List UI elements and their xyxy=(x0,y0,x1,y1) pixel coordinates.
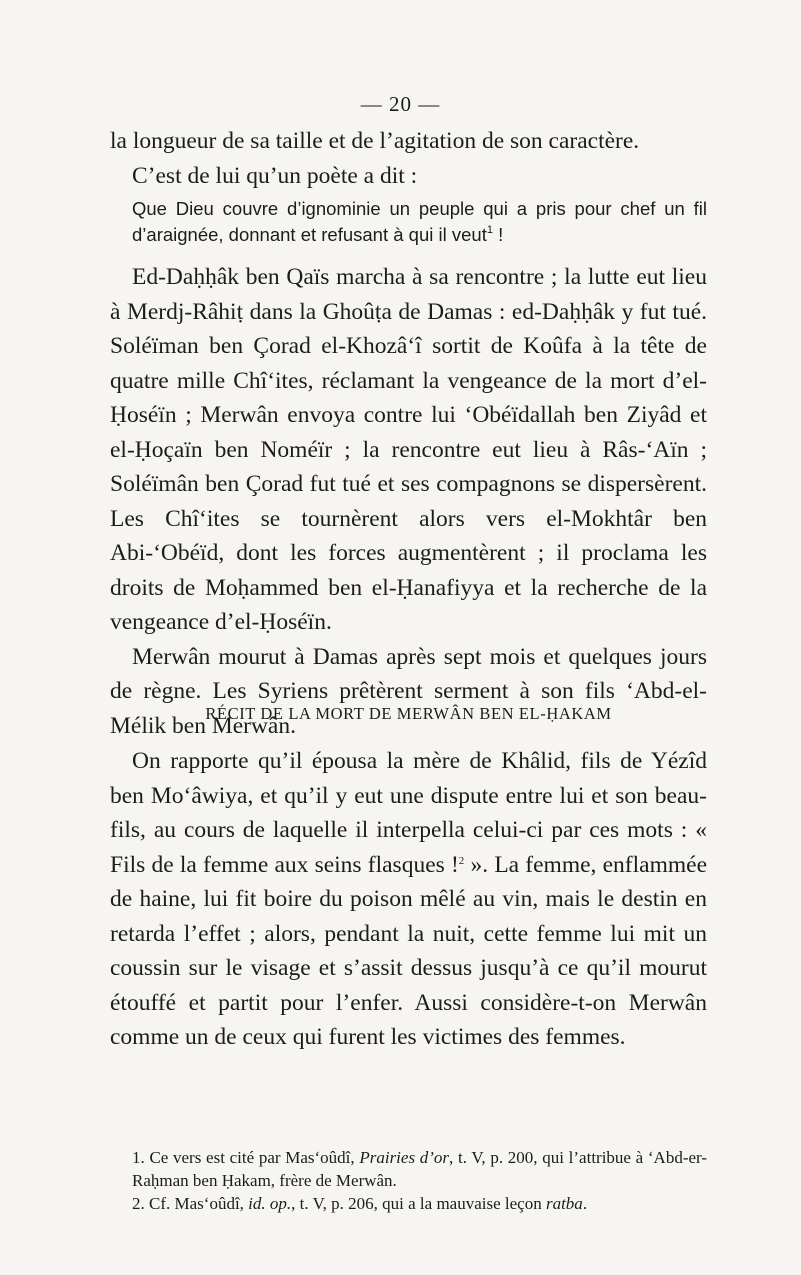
footnote-2-text-c: . xyxy=(582,1194,588,1213)
footnote-2-text-a: 2. Cf. Mas‘oûdî, xyxy=(132,1194,249,1213)
intro-line-2: C’est de lui qu’un poète a dit : xyxy=(132,162,418,189)
footnote-ref-1: 1 xyxy=(486,224,493,236)
section-body xyxy=(110,744,707,1055)
section-heading-block xyxy=(110,704,707,724)
verse-text: Que Dieu couvre d’ignominie un peuple qui a pris pour chef un fil d’araignée, donnant et refusant à qui il veut xyxy=(132,198,707,245)
verse-block xyxy=(110,196,707,248)
footnote-1-title: Prairies d’or xyxy=(359,1148,450,1167)
footnote-2-ref: id. op. xyxy=(248,1194,292,1213)
footnote-1-text-a: 1. Ce vers est cité par Mas‘oûdî, xyxy=(132,1148,360,1167)
section-title: RÉCIT DE LA MORT DE MERWÂN BEN EL-ḤAKAM xyxy=(205,704,612,723)
footnote-2 xyxy=(110,1192,707,1215)
intro-block xyxy=(110,124,707,193)
paragraph-3-text-b: ». La femme, enflammée de haine, lui fit boire du poison mêlé au vin, mais le destin en retarda l’effet ; alors, pendant la nuit, cette femme lui mit un coussin sur le visage et s’assit dessus jusqu’à ce qu’il mourut étouffé et partit pour l’enfer. Aussi considère-t-on Merwân comme un de ceux qui furent les victimes des femmes. xyxy=(110,851,707,1050)
paragraph-1: Ed-Daḥḥâk ben Qaïs marcha à sa rencontre ; la lutte eut lieu à Merdj-Râhiṭ dans la Ghoûṭa de Damas : ed-Daḥḥâk y fut tué. Soléïman ben Çorad el-Khozâ‘î sortit de Koûfa à la tête de quatre mille Chî‘ites, réclamant la vengeance de la mort d’el-Ḥoséïn ; Merwân envoya contre lui ‘Obéïdallah ben Ziyâd et el-Ḥoçaïn ben Noméïr ; la rencontre eut lieu à Râs-‘Aïn ; Soléïmân ben Çorad fut tué et ses compagnons se dispersèrent. Les Chî‘ites se tournèrent alors vers el-Mokhtâr ben Abi-‘Obéïd, dont les forces augmentèrent ; il proclama les droits de Moḥammed ben el-Ḥanafiyya et la recherche de la vengeance d’el-Ḥoséïn. xyxy=(110,264,707,635)
paragraph-3 xyxy=(110,744,707,1055)
verse-end: ! xyxy=(492,224,504,245)
footnotes xyxy=(110,1146,707,1215)
page-number: — 20 — xyxy=(360,92,441,116)
main-text xyxy=(110,260,707,743)
paragraph-2: Merwân mourut à Damas après sept mois et quelques jours de règne. Les Syriens prêtèrent serment à son fils ‘Abd-el-Mélik ben Merwân. xyxy=(110,643,707,739)
footnote-1 xyxy=(110,1146,707,1192)
paragraph-3-text-a: On rapporte qu’il épousa la mère de Khâlid, fils de Yézîd ben Mo‘âwiya, et qu’il y eut une dispute entre lui et son beau-fils, au cours de laquelle il interpella celui-ci par ces mots : « Fils de la femme aux seins flasques ! xyxy=(110,748,707,878)
footnote-1-text-b: , t. V, p. 200, qui l’attribue à ‘Abd-er-Raḥman ben Ḥakam, frère de Merwân. xyxy=(132,1148,708,1190)
footnote-2-word: ratba xyxy=(545,1194,583,1213)
verse-quote xyxy=(110,196,707,248)
footnote-ref-2: 2 xyxy=(458,854,465,867)
intro-line-1: la longueur de sa taille et de l’agitation de son caractère. xyxy=(110,128,640,154)
footnote-2-text-b: , t. V, p. 206, qui a la mauvaise leçon xyxy=(291,1194,546,1213)
